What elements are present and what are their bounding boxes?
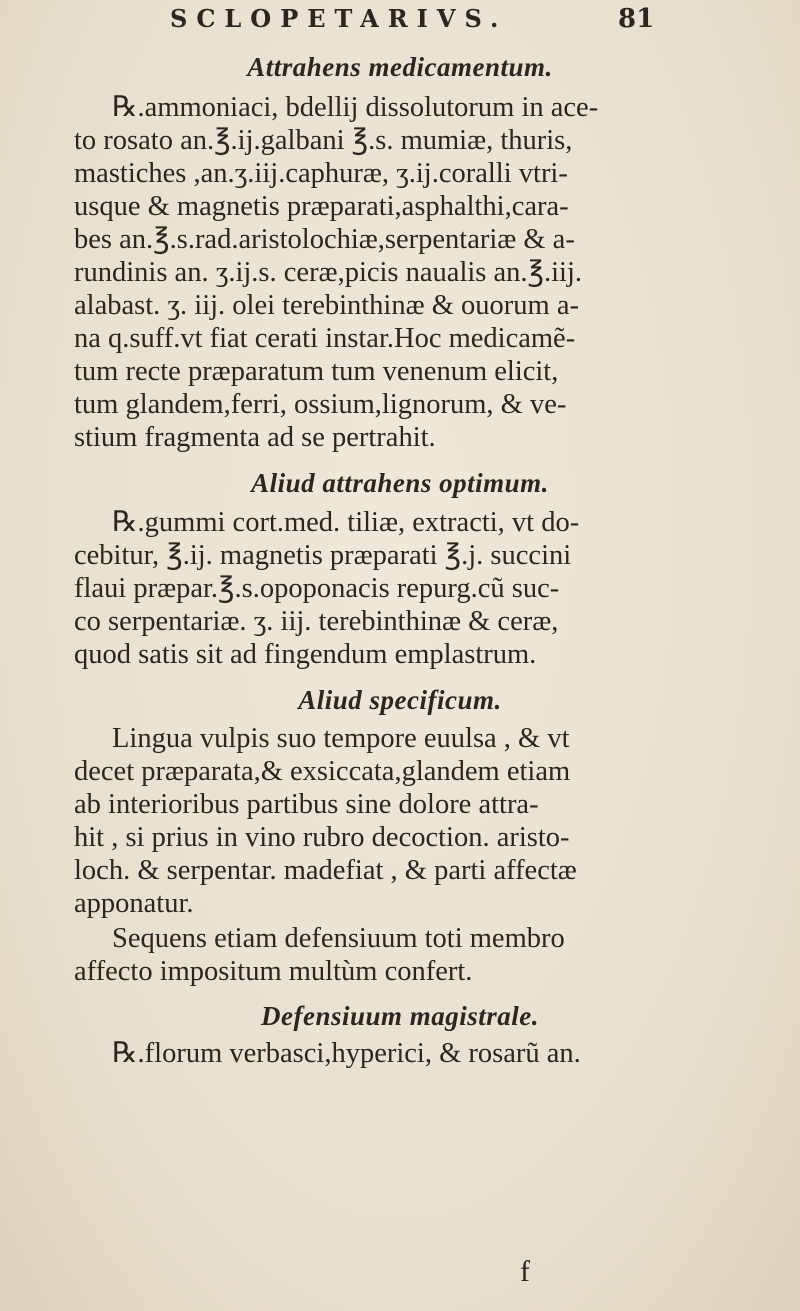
text-line: co serpentariæ. ʒ. iij. terebinthinæ & ceræ, <box>74 606 559 637</box>
text-line: cebitur, ℥.ij. magnetis præparati ℥.j. succini <box>74 540 572 571</box>
catchword: f <box>520 1255 530 1288</box>
text-line: mastiches ,an.ʒ.iij.caphuræ, ʒ.ij.coralli vtri- <box>74 158 568 189</box>
section-heading: Attrahens medicamentum. <box>247 52 553 82</box>
text-line: ab interioribus partibus sine dolore attra- <box>74 789 539 820</box>
section-heading: Aliud attrahens optimum. <box>251 468 549 498</box>
text-line: tum glandem,ferri, ossium,lignorum, & ve- <box>74 389 567 420</box>
text-line: bes an.℥.s.rad.aristolochiæ,serpentariæ & a- <box>74 224 575 255</box>
text-line: Lingua vulpis suo tempore euulsa , & vt <box>112 723 570 754</box>
text-line: flaui præpar.℥.s.opoponacis repurg.cũ suc- <box>74 573 560 604</box>
text-line: affecto impositum multùm confert. <box>74 956 473 987</box>
text-line: ℞.florum verbasci,hyperici, & rosarũ an. <box>112 1038 581 1069</box>
text-line: quod satis sit ad fingendum emplastrum. <box>74 639 537 670</box>
text-line: apponatur. <box>74 888 194 919</box>
text-line: rundinis an. ʒ.ij.s. ceræ,picis naualis an.℥.iij. <box>74 257 582 288</box>
text-line: tum recte præparatum tum venenum elicit, <box>74 356 559 387</box>
text-line: usque & magnetis præparati,asphalthi,cara- <box>74 191 569 222</box>
section-heading: Aliud specificum. <box>298 685 502 715</box>
text-line: loch. & serpentar. madefiat , & parti affectæ <box>74 855 577 886</box>
text-line: na q.suff.vt fiat cerati instar.Hoc medicamẽ- <box>74 323 576 354</box>
text-line: ℞.gummi cort.med. tiliæ, extracti, vt do- <box>112 507 580 538</box>
text-line: stium fragmenta ad se pertrahit. <box>74 422 436 453</box>
text-line: decet præparata,& exsiccata,glandem etiam <box>74 756 571 787</box>
running-title: SCLOPETARIVS. <box>170 4 508 33</box>
text-line: to rosato an.℥.ij.galbani ℥.s. mumiæ, thuris, <box>74 125 573 156</box>
text-line: hit , si prius in vino rubro decoction. aristo- <box>74 822 570 853</box>
text-line: alabast. ʒ. iij. olei terebinthinæ & ouorum a- <box>74 290 579 321</box>
text-line: ℞.ammoniaci, bdellij dissolutorum in ace- <box>112 92 599 123</box>
text-line: Sequens etiam defensiuum toti membro <box>112 923 565 954</box>
section-heading: Defensiuum magistrale. <box>260 1001 540 1031</box>
page-number: 81 <box>618 4 655 34</box>
running-head <box>170 4 670 38</box>
